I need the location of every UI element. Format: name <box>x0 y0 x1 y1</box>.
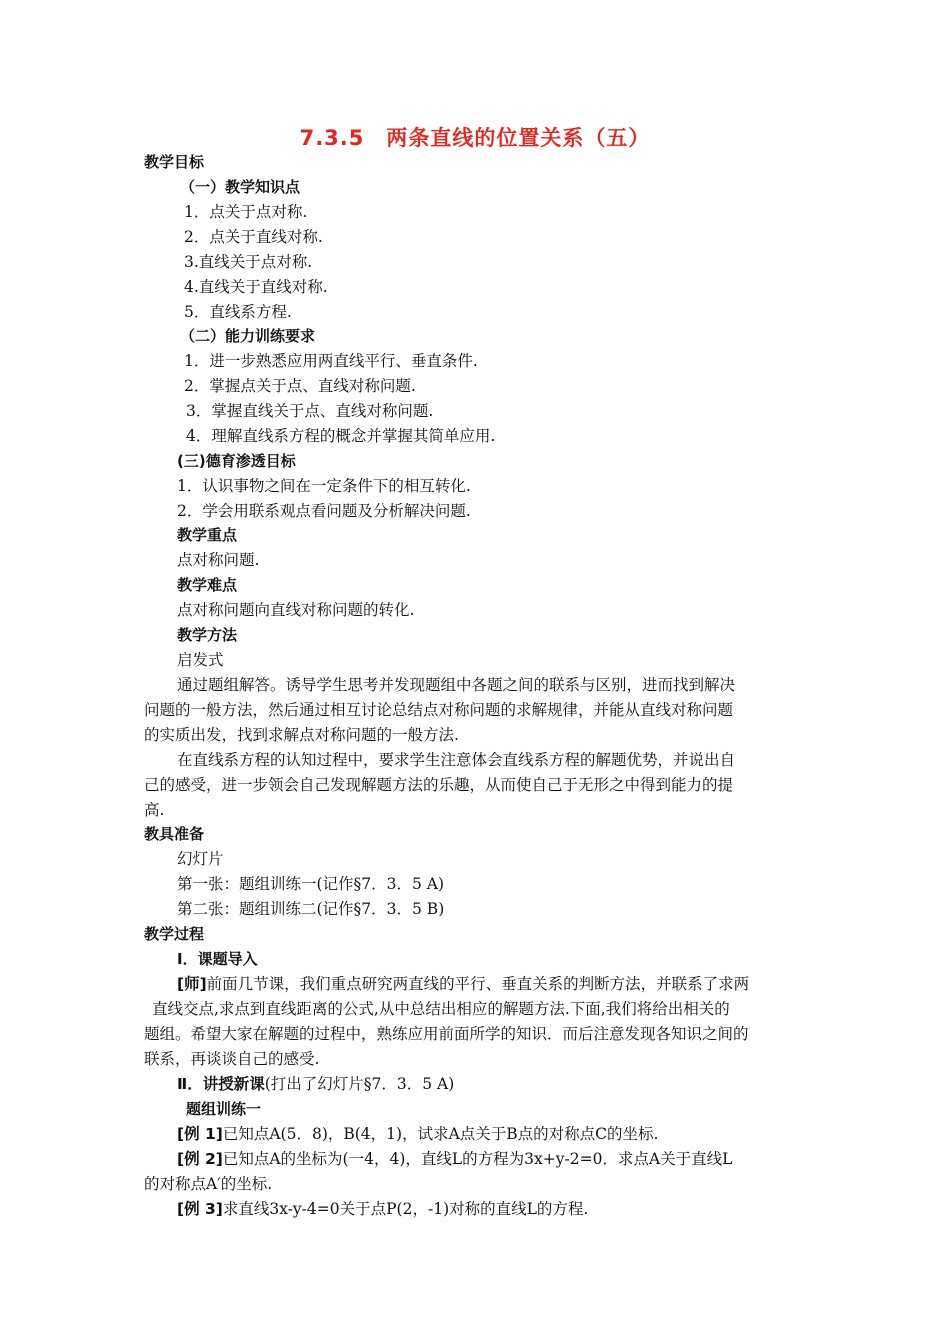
heading-ability-requirements: （二）能力训练要求 <box>180 327 316 345</box>
tools-name: 幻灯片 <box>177 850 224 868</box>
heading-exercise-group: 题组训练一 <box>186 1100 262 1118</box>
slide-note: (打出了幻灯片§7．3．5 A) <box>264 1075 455 1093</box>
list-item: 第二张：题组训练二(记作§7．3．5 B) <box>177 900 445 918</box>
example-item <box>177 1149 732 1169</box>
example-text: 已知点A的坐标为(一4，4)，直线L的方程为3x+y-2=0．求点A关于直线L <box>222 1150 733 1168</box>
list-item: 2．学会用联系观点看问题及分析解决问题. <box>177 502 471 520</box>
teacher-tag: [师] <box>177 975 207 993</box>
paragraph-line: 直线交点,求点到直线距离的公式,从中总结出相应的解题方法.下面,我们将给出相关的 <box>152 1000 730 1018</box>
paragraph-line: 己的感受，进一步领会自己发现解题方法的乐趣，从而使自己于无形之中得到能力的提 <box>144 776 734 794</box>
paragraph-line: 问题的一般方法，然后通过相互讨论总结点对称问题的求解规律，并能从直线对称问题 <box>144 701 734 719</box>
list-item: 4．理解直线系方程的概念并掌握其简单应用. <box>186 427 496 445</box>
method-name: 启发式 <box>177 651 224 669</box>
example-text: 求直线3x-y-4=0关于点P(2，-1)对称的直线L的方程. <box>222 1200 589 1218</box>
heading-teaching-tools: 教具准备 <box>144 825 205 843</box>
list-item: 4.直线关于直线对称. <box>184 278 328 296</box>
heading-knowledge-points: （一）教学知识点 <box>180 178 301 196</box>
heading-moral-goals: (三)德育渗透目标 <box>177 452 296 470</box>
list-item: 3．掌握直线关于点、直线对称问题. <box>186 402 434 420</box>
paragraph-line <box>177 974 749 994</box>
example-text: 已知点A(5．8)，B(4，1)，试求A点关于B点的对称点C的坐标. <box>222 1125 659 1143</box>
list-item: 2．掌握点关于点、直线对称问题. <box>184 377 416 395</box>
paragraph-line: 通过题组解答。诱导学生思考并发现题组中各题之间的联系与区别，进而找到解决 <box>177 676 736 694</box>
list-item: 第一张：题组训练一(记作§7．3．5 A) <box>177 875 445 893</box>
paragraph-line: 高. <box>144 801 165 819</box>
list-item: 3.直线关于点对称. <box>184 253 313 271</box>
paragraph-line: 联系，再谈谈自己的感受. <box>144 1050 320 1068</box>
example-text-cont: 的对称点A′的坐标. <box>144 1175 273 1193</box>
example-tag: [例 2] <box>177 1150 223 1168</box>
example-tag: [例 1] <box>177 1125 223 1143</box>
heading-new-lesson: Ⅱ．讲授新课 <box>177 1075 265 1093</box>
list-item: 1．进一步熟悉应用两直线平行、垂直条件. <box>184 352 478 370</box>
example-item <box>177 1124 658 1144</box>
heading-teaching-goals: 教学目标 <box>144 153 205 171</box>
example-item <box>177 1199 588 1219</box>
heading-teaching-focus: 教学重点 <box>177 526 238 544</box>
list-item: 1．认识事物之间在一定条件下的相互转化. <box>177 477 471 495</box>
difficulty-text: 点对称问题向直线对称问题的转化. <box>177 601 415 619</box>
heading-teaching-process: 教学过程 <box>144 925 205 943</box>
focus-text: 点对称问题. <box>177 551 260 569</box>
list-item: 1．点关于点对称. <box>184 203 308 221</box>
heading-teaching-difficulty: 教学难点 <box>177 576 238 594</box>
page-title: 7.3.5 两条直线的位置关系（五） <box>299 126 651 150</box>
list-item: 2．点关于直线对称. <box>184 228 323 246</box>
heading-lesson-intro: Ⅰ．课题导入 <box>177 950 258 968</box>
paragraph-line: 在直线系方程的认知过程中，要求学生注意体会直线系方程的解题优势，并说出自 <box>177 751 736 769</box>
new-lesson-line <box>177 1074 454 1094</box>
example-tag: [例 3] <box>177 1200 223 1218</box>
paragraph-line: 题组。希望大家在解题的过程中，熟练应用前面所学的知识．而后注意发现各知识之间的 <box>144 1025 749 1043</box>
paragraph-line: 的实质出发，找到求解点对称问题的一般方法. <box>144 726 459 744</box>
paragraph-text: 前面几节课，我们重点研究两直线的平行、垂直关系的判断方法，并联系了求两 <box>206 975 750 993</box>
heading-teaching-method: 教学方法 <box>177 626 238 644</box>
list-item: 5．直线系方程. <box>184 303 292 321</box>
